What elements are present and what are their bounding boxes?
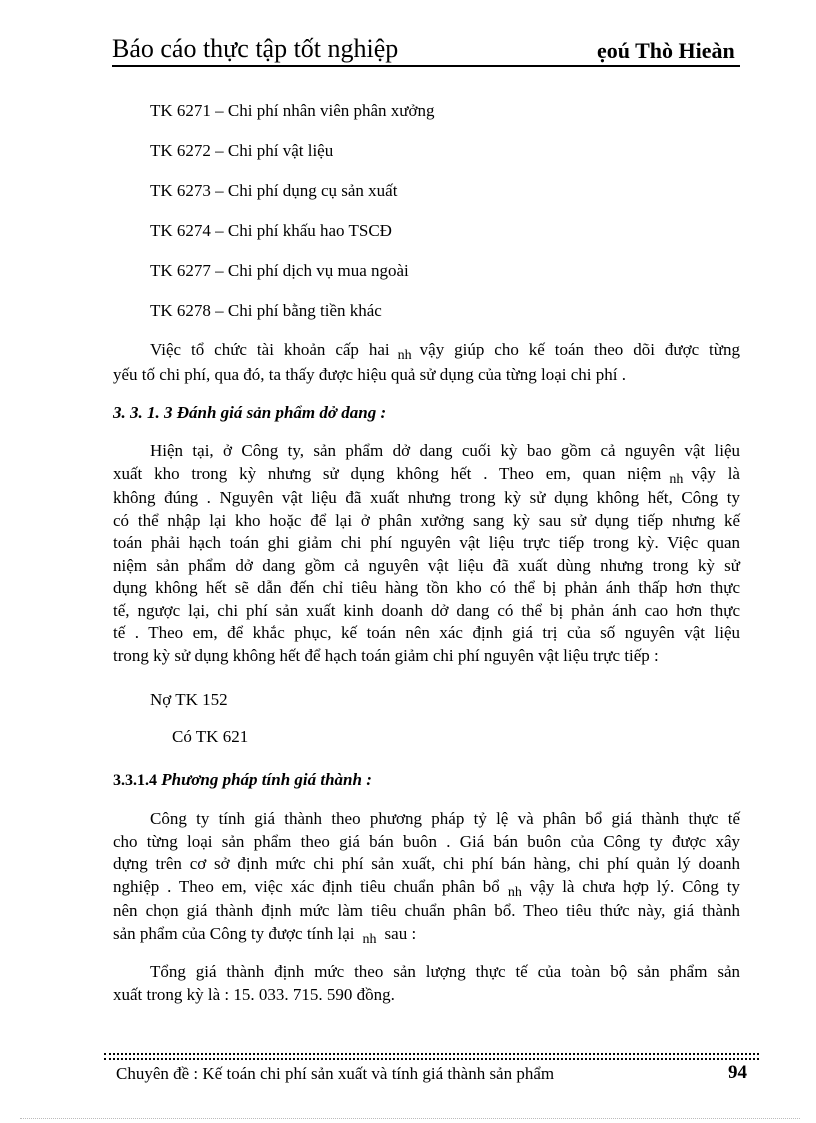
footer-topic: Chuyên đề : Kế toán chi phí sản xuất và tính giá thành sản phẩm [116, 1064, 555, 1083]
paragraph-line: cho từng loại sản phẩm theo giá bán buôn . Giá bán buôn của Công ty được xây [113, 831, 740, 851]
section-title: Phương pháp tính giá thành : [161, 770, 372, 789]
paragraph-line: niệm sản phẩm dở dang gồm cả nguyên vật liệu đã xuất dùng nhưng trong kỳ sử [113, 555, 740, 575]
paragraph-line: tế, ngược lại, chi phí sản xuất kinh doanh dở dang có thể bị phản ánh cao hơn thực [113, 600, 740, 620]
paragraph-wip-valuation [113, 440, 740, 667]
page-bottom-divider [20, 1118, 800, 1119]
section-number: 3.3.1.4 [113, 772, 157, 789]
paragraph-line: Hiện tại, ở Công ty, sản phẩm dở dang cuối kỳ bao gồm cả nguyên vật liệu [150, 441, 740, 460]
paragraph-total-cost [113, 961, 740, 1006]
journal-entry-credit: Có TK 621 [172, 727, 249, 746]
paragraph-line: Việc tổ chức tài khoản cấp hai $_{nh}$ vậy giúp cho kế toán theo dõi được từng [150, 340, 740, 363]
paragraph-line: sản phẩm của Công ty được tính lại $_{nh}$ sau : [113, 923, 417, 947]
paragraph-line: trong kỳ sử dụng không hết để hạch toán giảm chi phí nguyên vật liệu trực tiếp : [113, 645, 659, 665]
section-heading-costing-method [113, 770, 372, 791]
header-author: ẹoú Thò Hieàn [597, 38, 735, 63]
page-number: 94 [728, 1062, 747, 1083]
paragraph-line: Công ty tính giá thành theo phương pháp tỷ lệ và phân bổ giá thành thực tế [150, 809, 740, 828]
paragraph-account-organization [113, 339, 740, 386]
account-item: TK 6271 – Chi phí nhân viên phân xưởng [150, 101, 435, 120]
paragraph-line: nghiệp . Theo em, việc xác định tiêu chuẩn phân bổ $_{nh}$ vậy là chưa hợp lý. Công ty [113, 876, 740, 900]
journal-entry-debit: Nợ TK 152 [150, 690, 228, 709]
paragraph-line: yếu tố chi phí, qua đó, ta thấy được hiệu quả sử dụng của từng loại chi phí . [113, 364, 626, 384]
paragraph-line: không đúng . Nguyên vật liệu đã xuất nhưng trong kỳ sử dụng không hết, Công ty [113, 488, 740, 507]
paragraph-line: Tổng giá thành định mức theo sản lượng thực tế của toàn bộ sản phẩm sản [150, 962, 740, 981]
account-item: TK 6278 – Chi phí bằng tiền khác [150, 301, 382, 320]
paragraph-line: dựng trên cơ sở định mức chi phí sản xuất, chi phí bán hàng, chi phí quản lý doanh [113, 854, 740, 873]
paragraph-line: xuất trong kỳ là : 15. 033. 715. 590 đồng. [113, 984, 395, 1004]
paragraph-line: có thể nhập lại kho hoặc để lại ở phân xưởng sang kỳ sau sử dụng tiếp nhưng kế [113, 510, 740, 530]
paragraph-line: tế . Theo em, để khắc phục, kế toán nên xác định giá trị của số nguyên vật liệu [113, 623, 740, 642]
footer-divider [104, 1058, 759, 1060]
paragraph-line: xuất kho trong kỳ nhưng sử dụng không hết . Theo em, quan niệm $_{nh}$ vậy là [113, 463, 740, 487]
section-heading-wip-valuation: 3. 3. 1. 3 Đánh giá sản phẩm dở dang : [113, 403, 387, 422]
paragraph-line: toán phải hạch toán ghi giảm chi phí nguyên vật liệu trực tiếp trong kỳ. Việc quan [113, 533, 740, 552]
account-item: TK 6272 – Chi phí vật liệu [150, 141, 334, 160]
account-item: TK 6274 – Chi phí khấu hao TSCĐ [150, 221, 392, 240]
footer-divider [104, 1053, 759, 1055]
paragraph-line: nên chọn giá thành định mức làm tiêu chuẩn phân bổ. Theo tiêu thức này, giá thành [113, 901, 740, 920]
account-item: TK 6273 – Chi phí dụng cụ sản xuất [150, 181, 398, 200]
header-divider [112, 65, 740, 67]
account-item: TK 6277 – Chi phí dịch vụ mua ngoài [150, 261, 409, 280]
header-title: Báo cáo thực tập tốt nghiệp [112, 34, 399, 63]
paragraph-line: dụng không hết sẽ dẫn đến chỉ tiêu hàng tồn kho có thể bị phản ánh thấp hơn thực [113, 578, 740, 597]
paragraph-costing-method [113, 808, 740, 947]
